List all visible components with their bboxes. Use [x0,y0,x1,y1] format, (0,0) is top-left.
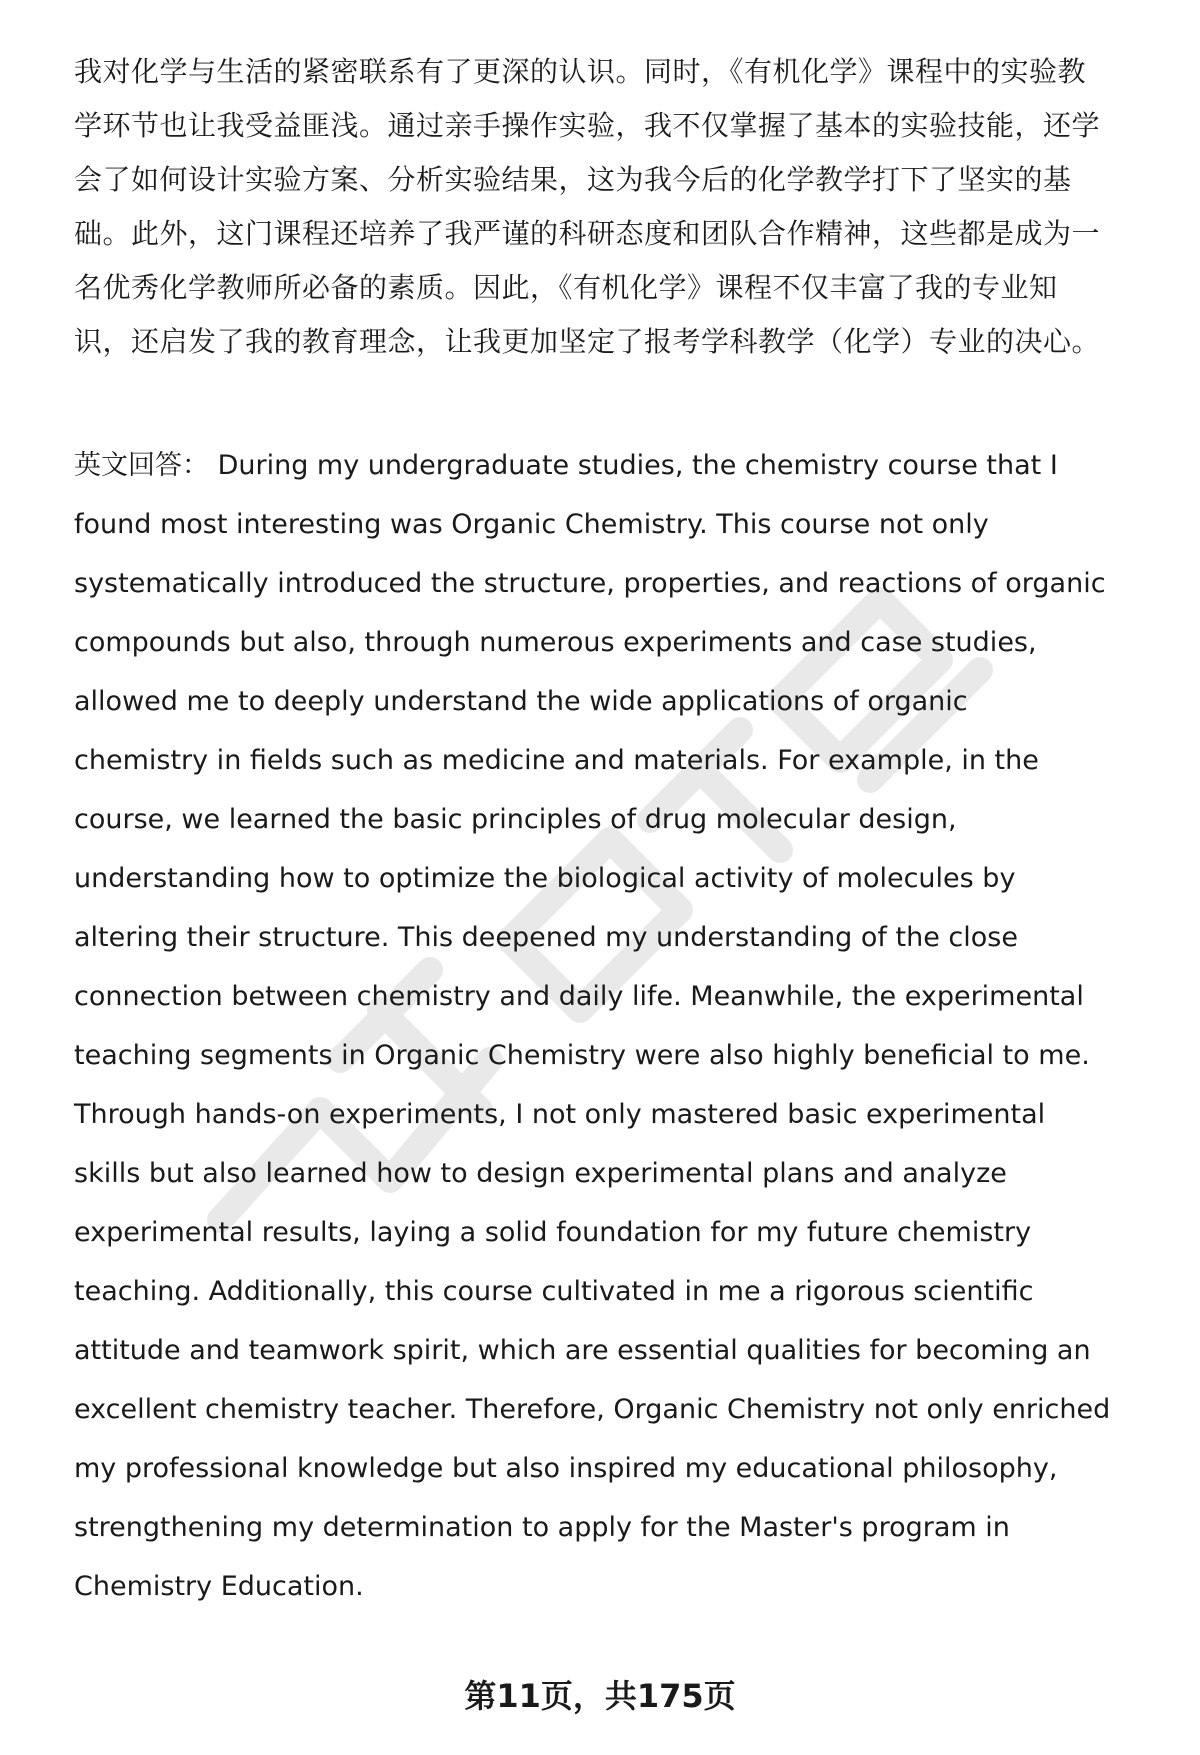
en-line: altering their structure. This deepened my understanding of the close [74,922,1018,953]
en-line: understanding how to optimize the biological activity of molecules by [74,863,1016,894]
en-line: my professional knowledge but also inspired my educational philosophy, [74,1453,1058,1484]
en-line: 英文回答： During my undergraduate studies, the chemistry course that I [74,450,1058,481]
en-line: allowed me to deeply understand the wide applications of organic [74,686,968,717]
en-line: experimental results, laying a solid foundation for my future chemistry [74,1217,1032,1248]
zh-line: 名优秀化学教师所必备的素质。因此，《有机化学》课程不仅丰富了我的专业知 [74,271,1058,304]
en-line: systematically introduced the structure, properties, and reactions of organic [74,568,1106,599]
zh-line: 会了如何设计实验方案、分析实验结果，这为我今后的化学教学打下了坚实的基 [74,163,1072,196]
en-line: compounds but also, through numerous experiments and case studies, [74,627,1037,658]
zh-line: 学环节也让我受益匪浅。通过亲手操作实验，我不仅掌握了基本的实验技能，还学 [74,109,1101,142]
en-line: strengthening my determination to apply for the Master's program in [74,1512,1010,1543]
en-line: connection between chemistry and daily life. Meanwhile, the experimental [74,981,1084,1012]
zh-line: 我对化学与生活的紧密联系有了更深的认识。同时，《有机化学》课程中的实验教 [74,55,1087,88]
en-line: teaching. Additionally, this course cultivated in me a rigorous scientific [74,1276,1034,1307]
page-footer: 第11页，共175页 [464,1677,736,1715]
en-line: excellent chemistry teacher. Therefore, Organic Chemistry not only enriched [74,1394,1111,1425]
zh-line: 础。此外，这门课程还培养了我严谨的科研态度和团队合作精神，这些都是成为一 [74,217,1101,250]
en-line: Chemistry Education. [74,1571,364,1602]
en-line: attitude and teamwork spirit, which are essential qualities for becoming an [74,1335,1091,1366]
en-line: skills but also learned how to design experimental plans and analyze [74,1158,1007,1189]
en-line: course, we learned the basic principles of drug molecular design, [74,804,957,835]
en-line: chemistry in fields such as medicine and materials. For example, in the [74,745,1039,776]
en-line: teaching segments in Organic Chemistry were also highly beneficial to me. [74,1040,1090,1071]
en-line: found most interesting was Organic Chemistry. This course not only [74,509,989,540]
en-line: Through hands-on experiments, I not only mastered basic experimental [74,1099,1046,1130]
zh-line: 识，还启发了我的教育理念，让我更加坚定了报考学科教学（化学）专业的决心。 [74,325,1101,358]
